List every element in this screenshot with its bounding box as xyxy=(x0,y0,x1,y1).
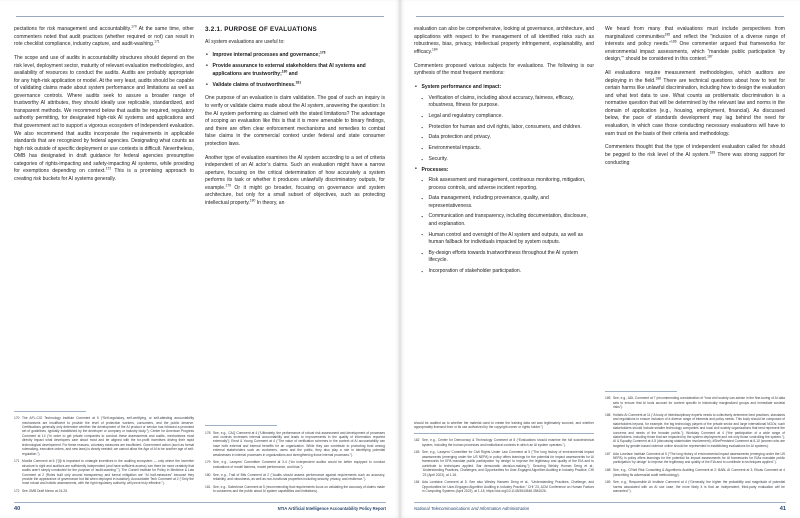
list-item: • Improve internal processes and governance;$^{178}$ xyxy=(205,52,385,60)
footnote xyxy=(205,431,385,458)
footnote-separator xyxy=(205,425,277,426)
footnote-number: 172 xyxy=(14,489,20,494)
list-item: ▪ Verification of claims, including about accuracy, fairness, efficacy, robustness, fitness for purpose. xyxy=(422,95,595,110)
column-2-footnotes xyxy=(205,425,385,497)
footnote xyxy=(605,396,785,409)
footnote-separator xyxy=(605,391,677,392)
paragraph: pectations for risk management and accountability.$^{170}$ At the same time, other commenters noted that audit practices (whether required or not) can result in rote checklist compliance, industry capture, and audit-washing.$^{171}$ xyxy=(14,24,194,48)
footnote-text: should be audited as to whether the material used to create the training data set was legitimately sourced, and whether appropriately licensed from or its use authorized by the copyright owner or rights holder.”) xyxy=(414,420,594,429)
footnote-ref[interactable]: 186 xyxy=(671,39,677,44)
footnote xyxy=(414,480,594,493)
footnote-text: See, e.g., Trail of Bits Comment at 2 (“Audits should assess performance against requirements such as accuracy, reliability, and robustness, as well as non-functional properties including security, privacy, and resilience.”). xyxy=(213,472,385,481)
sublist xyxy=(422,95,595,163)
footnote-number: 188 xyxy=(605,468,611,473)
footnote-ref[interactable]: 180 xyxy=(281,69,288,74)
footnote-number: 185 xyxy=(605,396,611,401)
footnote-number: 182 xyxy=(414,438,420,443)
footnote-text: See, e.g., Salesforce Comment at 5 (recommending that requirements focus on validating the accuracy of claims made to customers and the public about AI system capabilities and limitations). xyxy=(213,484,385,494)
footnote-text: Mozilla Comment at 6 (“[I]t is important to untangle incentives in the auditing ecosystem — only where the incentive structure is right and auditors are sufficiently independent (and have sufficient access) can there be more certainty that audits aren’t simply conducted for the purpose of ‘audit-washing’.”); The Cordell Institute for Policy in Medicine & Law Comment at 2 (Rules built only around transparency and formal mitigation are “AI half-measures” because they provide the appearance of governance but fail when deployed in isolation); Accountable Tech Comment at 2 (“Only the most robust and holistic assessments, with the right regulatory authority, will prove truly effective.”). xyxy=(22,459,194,486)
paragraph: evaluation can also be comprehensive, looking at governance, architecture, and applications with respect to the management of all identified risks such as robustness, bias, privacy, intellectual property infringement, explainability, and efficacy.$^{184}$ xyxy=(414,26,594,55)
column-2 xyxy=(205,26,385,497)
paragraph: The scope and use of audits in accountability structures should depend on the risk level, deployment sector, maturity of relevant evaluation methodologies, and availability of resources to conduct the audits. Audits are probably appropriate for any high-risk application or model. At the very least, audits should be capable of validating claims made about system performance and limitations as well as governance controls. Where audits seek to assure a broader range of trustworthy AI attributes, they should ideally use replicable, standardized, and transparent methods. We recommend below that audits be required, regulatory authority permitting, for designated high-risk AI systems and applications and that government act to support a vigorous ecosystem of independent evaluation. We also recommend that audits incorporate the requirements in applicable standards that are recognized by federal agencies. Designating what counts as high risk outside of specific deployment or use contexts is difficult. Nevertheless, OMB has designated in draft guidance for federal agencies presumptive categories of rights-impacting and safety-impacting AI systems, while providing for exemptions depending on context.$^{172}$ This is a promising approach to creating risk buckets for AI systems generally. xyxy=(14,55,194,182)
footnote-ref[interactable]: 188 xyxy=(655,76,662,80)
list-item: ▪ Data protection and privacy. xyxy=(422,134,595,141)
sublist xyxy=(422,177,595,275)
list-item: ▪ Protection for human and civil rights, labor, consumers, and children. xyxy=(422,124,595,131)
group-label: Processes: xyxy=(421,166,449,173)
list-item: • Provide assurance to external stakeholders that AI systems and applications are trustworthy;$^{180}$ and xyxy=(205,63,385,78)
column-3-footnotes xyxy=(414,421,594,497)
right-page-columns xyxy=(414,26,786,497)
list-item: ▪ Legal and regulatory compliance. xyxy=(422,113,595,120)
footnote-ref[interactable]: 170 xyxy=(131,24,137,29)
list-item: ▪ Communication and transparency, including documentation, disclosure, and explanation. xyxy=(422,213,595,228)
footnote xyxy=(14,489,194,493)
paragraph: We heard from many that evaluations must include perspectives from marginalized communities$^{185}$ and reflect the “inclusion of a diverse range of interests and policy needs.”$^{186}$ One commenter argued that frameworks for environmental impact assessments, which “mandate public participation ‘by design,’” should be considered in this context.$^{187}$ xyxy=(605,26,786,63)
paragraph: One purpose of an evaluation is claim validation. The goal of such an inquiry is to verify or validate claims made about the AI system, answering the question: Is the AI system performing as claimed with the stated limitations? The advantage of scoping an evaluation like this is that it is more amenable to binary findings, and there are often clear enforcement mechanisms and remedies to combat false claims in the commercial context under federal and state consumer protection laws. xyxy=(205,95,385,147)
column-1-body xyxy=(14,26,194,405)
footnote xyxy=(205,460,385,469)
footnote-text: See, e.g., Lawyers’ Committee for Civil Rights Under Law Comment at 5 (“The long history of environmental impact assessments (emerging under the US NEPA) in policy offers learnings for the potential for impact assessments for AI frameworks for EPA mandate public participation ‘by design’ to improve the legitimacy and quality of the EIA and to contribute to techniques applied. Bar democratic decision-making.”); Securing Weidry Human Deng et al., ‘Understanding Practices, Challenges, and Opportunities for User-Engaged Algorithm Auditing in Industry Practice, CHI ’23 (April 2023), at 1-18. xyxy=(422,450,594,477)
list-item: ▪ Environmental impacts. xyxy=(422,145,595,152)
footnote-ref[interactable]: 184 xyxy=(432,46,438,51)
footnote-number: 183 xyxy=(414,450,420,455)
column-4-body xyxy=(605,26,785,385)
footnote-text: Ada Lovelace Comment at 5. See also Wesley Hanwen Deng et al., “Understanding Practices, Challenge, and Opportunities for User-Engaged Algorithm Auditing in Industry Practice,” CHI ’23, ACM Conference on Human Factors in Computing Systems (April 2023), at 1-18, https://doi.org/10.1145/3544548.3581026. xyxy=(422,480,594,494)
page-top-rule xyxy=(16,16,384,17)
column-3 xyxy=(414,26,594,497)
footnote-text: See, e.g., Responsible AI Institute Comment at 4 (“Generally, the higher the probability and magnitude of potential harms associated with an AI use case, the more likely it is that an independent, third-party evaluation will be warranted.”). xyxy=(613,480,785,494)
footnote-ref[interactable]: 187 xyxy=(707,54,713,59)
section-heading: 3.2.1. PURPOSE OF EVALUATIONS xyxy=(205,26,317,33)
paragraph: Commenters thought that the type of independent evaluation called for should be pegged to the risk level of the AI system.$^{189}$ There was strong support for conducting xyxy=(605,144,785,166)
list-item: ▪ By-design efforts towards trustworthiness throughout the AI system lifecycle. xyxy=(422,250,595,265)
footnote xyxy=(14,416,194,456)
paragraph: All evaluations require measurement methodologies, which auditors are deploying in the field.$^{188}$ There are technical questions about how to test for certain harms like unlawful discrimination, including how to design the evaluation and what test data to use. What counts as problematic discrimination is a normative question that will be determined by the relevant law and norms in the domain of application (e.g., housing, employment, financial). As discussed below, the pace of standards development may lag behind the need for evaluation, in which case those conducting necessary evaluations will have to earn trust on the basis of their criteria and methodology. xyxy=(605,70,786,137)
footnote xyxy=(605,480,785,493)
footnote xyxy=(205,473,385,482)
footnote xyxy=(14,459,194,486)
footnote-number: 189 xyxy=(605,480,611,485)
footnote-number: 178 xyxy=(205,430,211,435)
column-4-footnotes xyxy=(605,391,785,497)
footnote-number: 170 xyxy=(14,416,20,421)
footnote xyxy=(605,413,785,448)
footnote-text: See, e.g., ADL Comment at 7 (recommending consideration of “how civil society can advise in the fine-tuning of AI data sets to ensure that AI tools account for context specific to historically marginalized groups and immediate societal risks”). xyxy=(613,396,785,410)
list-item-group xyxy=(414,84,594,163)
list-item: ▪ Human control and oversight of the AI system and outputs, as well as human fallback for individuals impacted by system outputs. xyxy=(422,232,595,247)
footnote-number: 181 xyxy=(205,484,211,489)
footnote-separator xyxy=(14,411,86,412)
list-item: • Validate claims of trustworthiness.$^{181}$ xyxy=(205,82,385,90)
footnote-text: Holistic AI Comment at 11 (“A body of interdisciplinary experts needs to collectively determine best practices, standards and regulations to ensure inclusion of a diverse range of interests and policy needs. This body should be composed of stakeholders beyond, for example, the big technology players of the private sector and large international NGOs; such stakeholders should include smaller technology companies and local civil society organizations that best represent the concerns and needs of the broader public.”); Workday Comment at 4 (“the participation of a wide range of stakeholders, including those that are impacted by the system deployment and not only those controlling the system.”); AI & Equality Comment at 4-5 (discussing stakeholder involvement); #ShePersisted Comment at 8-10 (women who are targeted by gender-based violence online should be represented in establishing evaluations for AI systems). xyxy=(613,412,785,448)
column-4 xyxy=(605,26,785,497)
page-right xyxy=(400,0,800,518)
footnote-text: Ada Lovelace Institute Comment at 5 (“The long history of environmental impact assessments (emerging under the US NEPA) in policy offers learnings for the potential for impact assessments for AI frameworks for EIAs mandate public participation ‘by design’ to improve the legitimacy and quality of the EIA and to contribute to techniques applied.”). xyxy=(613,451,785,465)
footnote xyxy=(605,468,785,477)
column-1-footnotes xyxy=(14,411,194,497)
footnote xyxy=(414,450,594,477)
list-intro: AI system evaluations are useful to: xyxy=(205,38,285,45)
footnote xyxy=(205,485,385,494)
footnote-text: See, e.g., CAQ Comment at 4 (“Ultimately, the performance of robust risk assessment and development of processes and controls increases internal accountability and leads to improvements in the quality of information reported externally”); Ernst & Young Comment at 4 (“The value of verification schemes in the context of AI accountability can have both external and internal benefits for an organization. While they can contribute to promoting trust among external stakeholders such as customers, users and the public, they also play a role in identifying potential weaknesses in internal processes in organizations and strengthening those internal processes.”). xyxy=(213,430,385,457)
paragraph: Another type of evaluation examines the AI system according to a set of criteria independent of an AI actor’s claims. Such an evaluation might have a narrow aperture, focusing on the critical determination of how accurately a system performs its task or whether it produces unlawfully discriminatory outputs, for example.$^{179}$ Or it might go broader, focusing on governance and system architecture, but only for a small subset of objectives, such as protecting intellectual property.$^{180}$ In theory, an xyxy=(205,154,385,206)
list-item-group xyxy=(414,167,594,276)
list-item: ▪ Incorporation of stakeholder participation. xyxy=(422,268,595,275)
paragraph: Commenters proposed various subjects for evaluations. The following is our synthesis of the most frequent mentions: xyxy=(414,62,594,77)
footnote-number: 184 xyxy=(414,480,420,485)
footnote-number: 186 xyxy=(605,412,611,417)
page-number: 40 xyxy=(14,506,21,512)
footnote xyxy=(605,452,785,465)
group-label: System performance and impact: xyxy=(421,84,502,91)
footnote-ref[interactable]: 178 xyxy=(319,50,326,55)
evaluation-subjects-list xyxy=(414,84,594,275)
footnote-ref[interactable]: 181 xyxy=(295,80,302,85)
footnote xyxy=(414,438,594,447)
left-page-columns xyxy=(14,26,386,497)
page-footer-left xyxy=(14,502,386,518)
footnote-text: The AFL-CIO Technology Institute Comment at 5 (“Self-regulatory, self-certifying, or self-attesting accountability mechanisms are insufficient to provide the level of protection workers, consumers, and the public deserve. Certifications generally only determine whether the development of the AI product or service has followed a promised set of guidelines, typically established by the developer or company or industry body.”); Center for American Progress Comment at 14 (“In order to get private companies to conduct these assessments and audits, mechanisms must directly impact what developers care about most and be aligned with the for-profit incentives driving their rapid technological development. For these reasons, voluntary measures are insufficient. Government action (such as formal rulemaking, executive orders, and new laws) is clearly needed; we cannot allow the Age of AI to be another age of self-regulation.”). xyxy=(22,416,194,456)
running-head: National Telecommunications and Information Administration xyxy=(414,506,530,511)
column-3-body xyxy=(414,26,594,415)
footnote-continuation xyxy=(414,421,594,430)
footnote-text: See OMB Draft Memo at 24-25. xyxy=(22,489,68,494)
footnote-number: 179 xyxy=(205,460,211,465)
footnote-ref[interactable]: 185 xyxy=(664,31,671,36)
page-footer-right xyxy=(414,502,786,518)
column-1 xyxy=(14,26,194,497)
list-item: ▪ Security. xyxy=(422,156,595,163)
page-number: 41 xyxy=(779,506,786,512)
footnote-ref[interactable]: 179 xyxy=(225,183,231,188)
running-head: NTIA Artificial Intelligence Accountability Policy Report xyxy=(277,506,386,511)
footnote-ref[interactable]: 172 xyxy=(105,166,112,171)
list-item: ▪ Risk assessment and management, continuous monitoring, mitigation, process controls, and adverse incident reporting. xyxy=(422,177,595,192)
footnote-text: See, e.g., Center for Democracy & Technology Comment at 8 (“Evaluations should examine the full sociotechnical system, including the human processes and institutional contexts in which an AI system operates.”). xyxy=(422,438,594,447)
footnote-ref[interactable]: 180 xyxy=(249,198,256,203)
footnote-separator xyxy=(414,433,594,434)
footnote-number: 187 xyxy=(605,451,611,456)
page-top-rule xyxy=(416,16,784,17)
column-2-body xyxy=(205,26,385,419)
footnote-ref[interactable]: 171 xyxy=(154,39,160,44)
footnote-number: 180 xyxy=(205,472,211,477)
footnote-ref[interactable]: 189 xyxy=(709,150,716,155)
list-item: ▪ Data management, including provenance, quality, and representativeness. xyxy=(422,195,595,210)
footnote-text: See, e.g., O’Neil Risk Consulting & Algorithmic Auditing Comment at 2; BABL AI Comment at 3; Eticas Comment at 4 (describing its adversarial audit methodology). xyxy=(613,468,785,477)
purpose-bullet-list xyxy=(205,52,385,89)
footnote-number: 171 xyxy=(14,459,20,464)
footnote-text: See, e.g., Lawyers’ Committee Comment at 3-4 (“An independent auditor would be better equipped to conduct evaluations of model fairness, model performance, and bias.”). xyxy=(213,460,385,469)
